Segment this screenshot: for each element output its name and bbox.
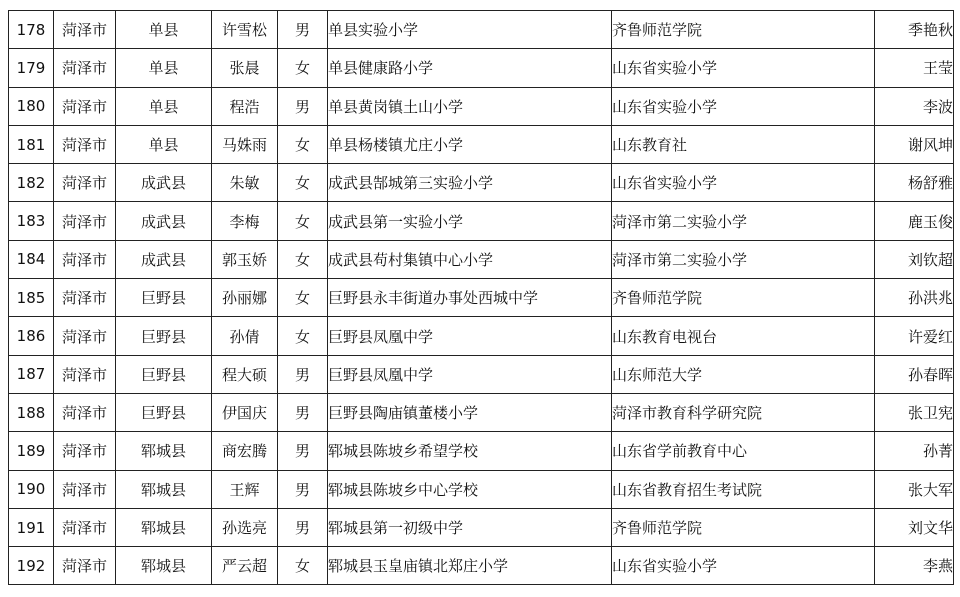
name-cell: 郭玉娇 <box>212 240 278 278</box>
row-number-cell: 187 <box>9 355 54 393</box>
gender-cell: 男 <box>278 11 328 49</box>
roster-body <box>9 11 954 585</box>
roster-table <box>8 10 954 585</box>
county-cell: 巨野县 <box>116 355 212 393</box>
gender-cell: 男 <box>278 432 328 470</box>
gender-cell: 女 <box>278 317 328 355</box>
mentor-org-cell: 山东师范大学 <box>612 355 875 393</box>
name-cell: 张晨 <box>212 49 278 87</box>
school-cell: 单县实验小学 <box>328 11 612 49</box>
county-cell: 巨野县 <box>116 393 212 431</box>
table-row <box>9 279 954 317</box>
mentor-name-cell: 杨舒雅 <box>875 164 954 202</box>
city-cell: 菏泽市 <box>54 279 116 317</box>
gender-cell: 男 <box>278 87 328 125</box>
gender-cell: 男 <box>278 508 328 546</box>
row-number-cell: 180 <box>9 87 54 125</box>
county-cell: 巨野县 <box>116 317 212 355</box>
row-number-cell: 192 <box>9 547 54 585</box>
mentor-name-cell: 李燕 <box>875 547 954 585</box>
county-cell: 成武县 <box>116 164 212 202</box>
row-number-cell: 191 <box>9 508 54 546</box>
city-cell: 菏泽市 <box>54 355 116 393</box>
city-cell: 菏泽市 <box>54 393 116 431</box>
gender-cell: 女 <box>278 279 328 317</box>
name-cell: 孙选亮 <box>212 508 278 546</box>
school-cell: 单县黄岗镇土山小学 <box>328 87 612 125</box>
school-cell: 郓城县玉皇庙镇北郑庄小学 <box>328 547 612 585</box>
gender-cell: 男 <box>278 355 328 393</box>
county-cell: 巨野县 <box>116 279 212 317</box>
school-cell: 成武县郜城第三实验小学 <box>328 164 612 202</box>
mentor-org-cell: 山东教育社 <box>612 125 875 163</box>
mentor-name-cell: 刘钦超 <box>875 240 954 278</box>
row-number-cell: 178 <box>9 11 54 49</box>
school-cell: 单县杨楼镇尤庄小学 <box>328 125 612 163</box>
name-cell: 孙丽娜 <box>212 279 278 317</box>
city-cell: 菏泽市 <box>54 202 116 240</box>
mentor-org-cell: 齐鲁师范学院 <box>612 11 875 49</box>
mentor-name-cell: 鹿玉俊 <box>875 202 954 240</box>
mentor-org-cell: 山东省实验小学 <box>612 87 875 125</box>
mentor-name-cell: 孙洪兆 <box>875 279 954 317</box>
gender-cell: 男 <box>278 393 328 431</box>
gender-cell: 女 <box>278 547 328 585</box>
county-cell: 郓城县 <box>116 508 212 546</box>
gender-cell: 女 <box>278 125 328 163</box>
county-cell: 成武县 <box>116 240 212 278</box>
county-cell: 郓城县 <box>116 432 212 470</box>
mentor-org-cell: 菏泽市第二实验小学 <box>612 240 875 278</box>
city-cell: 菏泽市 <box>54 87 116 125</box>
school-cell: 郓城县第一初级中学 <box>328 508 612 546</box>
row-number-cell: 185 <box>9 279 54 317</box>
mentor-name-cell: 王莹 <box>875 49 954 87</box>
school-cell: 巨野县凤凰中学 <box>328 317 612 355</box>
mentor-org-cell: 山东省实验小学 <box>612 164 875 202</box>
school-cell: 巨野县凤凰中学 <box>328 355 612 393</box>
mentor-org-cell: 山东省教育招生考试院 <box>612 470 875 508</box>
table-row <box>9 317 954 355</box>
city-cell: 菏泽市 <box>54 470 116 508</box>
table-row <box>9 164 954 202</box>
mentor-org-cell: 齐鲁师范学院 <box>612 279 875 317</box>
row-number-cell: 181 <box>9 125 54 163</box>
mentor-name-cell: 孙春晖 <box>875 355 954 393</box>
school-cell: 成武县苟村集镇中心小学 <box>328 240 612 278</box>
mentor-name-cell: 孙菁 <box>875 432 954 470</box>
city-cell: 菏泽市 <box>54 240 116 278</box>
school-cell: 郓城县陈坡乡希望学校 <box>328 432 612 470</box>
name-cell: 严云超 <box>212 547 278 585</box>
mentor-org-cell: 齐鲁师范学院 <box>612 508 875 546</box>
row-number-cell: 179 <box>9 49 54 87</box>
table-row <box>9 393 954 431</box>
name-cell: 李梅 <box>212 202 278 240</box>
table-row <box>9 470 954 508</box>
name-cell: 许雪松 <box>212 11 278 49</box>
mentor-name-cell: 张卫宪 <box>875 393 954 431</box>
city-cell: 菏泽市 <box>54 547 116 585</box>
school-cell: 巨野县永丰街道办事处西城中学 <box>328 279 612 317</box>
name-cell: 程大硕 <box>212 355 278 393</box>
table-row <box>9 240 954 278</box>
mentor-name-cell: 张大军 <box>875 470 954 508</box>
table-row <box>9 355 954 393</box>
gender-cell: 女 <box>278 240 328 278</box>
mentor-org-cell: 菏泽市第二实验小学 <box>612 202 875 240</box>
school-cell: 单县健康路小学 <box>328 49 612 87</box>
table-row <box>9 432 954 470</box>
table-row <box>9 547 954 585</box>
row-number-cell: 183 <box>9 202 54 240</box>
mentor-org-cell: 山东省实验小学 <box>612 547 875 585</box>
mentor-name-cell: 刘文华 <box>875 508 954 546</box>
table-row <box>9 125 954 163</box>
city-cell: 菏泽市 <box>54 11 116 49</box>
county-cell: 单县 <box>116 11 212 49</box>
mentor-name-cell: 季艳秋 <box>875 11 954 49</box>
city-cell: 菏泽市 <box>54 432 116 470</box>
row-number-cell: 189 <box>9 432 54 470</box>
name-cell: 商宏腾 <box>212 432 278 470</box>
city-cell: 菏泽市 <box>54 164 116 202</box>
mentor-org-cell: 山东省实验小学 <box>612 49 875 87</box>
school-cell: 巨野县陶庙镇董楼小学 <box>328 393 612 431</box>
row-number-cell: 182 <box>9 164 54 202</box>
city-cell: 菏泽市 <box>54 317 116 355</box>
mentor-name-cell: 谢风坤 <box>875 125 954 163</box>
school-cell: 成武县第一实验小学 <box>328 202 612 240</box>
county-cell: 成武县 <box>116 202 212 240</box>
row-number-cell: 188 <box>9 393 54 431</box>
mentor-org-cell: 山东省学前教育中心 <box>612 432 875 470</box>
name-cell: 伊国庆 <box>212 393 278 431</box>
table-row <box>9 87 954 125</box>
mentor-name-cell: 许爱红 <box>875 317 954 355</box>
county-cell: 单县 <box>116 87 212 125</box>
city-cell: 菏泽市 <box>54 49 116 87</box>
table-row <box>9 49 954 87</box>
city-cell: 菏泽市 <box>54 125 116 163</box>
gender-cell: 女 <box>278 164 328 202</box>
mentor-org-cell: 菏泽市教育科学研究院 <box>612 393 875 431</box>
gender-cell: 男 <box>278 470 328 508</box>
name-cell: 王辉 <box>212 470 278 508</box>
mentor-name-cell: 李波 <box>875 87 954 125</box>
name-cell: 孙倩 <box>212 317 278 355</box>
gender-cell: 女 <box>278 49 328 87</box>
city-cell: 菏泽市 <box>54 508 116 546</box>
row-number-cell: 186 <box>9 317 54 355</box>
county-cell: 郓城县 <box>116 470 212 508</box>
row-number-cell: 184 <box>9 240 54 278</box>
name-cell: 马姝雨 <box>212 125 278 163</box>
table-row <box>9 202 954 240</box>
name-cell: 朱敏 <box>212 164 278 202</box>
county-cell: 郓城县 <box>116 547 212 585</box>
table-row <box>9 508 954 546</box>
table-row <box>9 11 954 49</box>
mentor-org-cell: 山东教育电视台 <box>612 317 875 355</box>
county-cell: 单县 <box>116 49 212 87</box>
county-cell: 单县 <box>116 125 212 163</box>
school-cell: 郓城县陈坡乡中心学校 <box>328 470 612 508</box>
name-cell: 程浩 <box>212 87 278 125</box>
gender-cell: 女 <box>278 202 328 240</box>
row-number-cell: 190 <box>9 470 54 508</box>
